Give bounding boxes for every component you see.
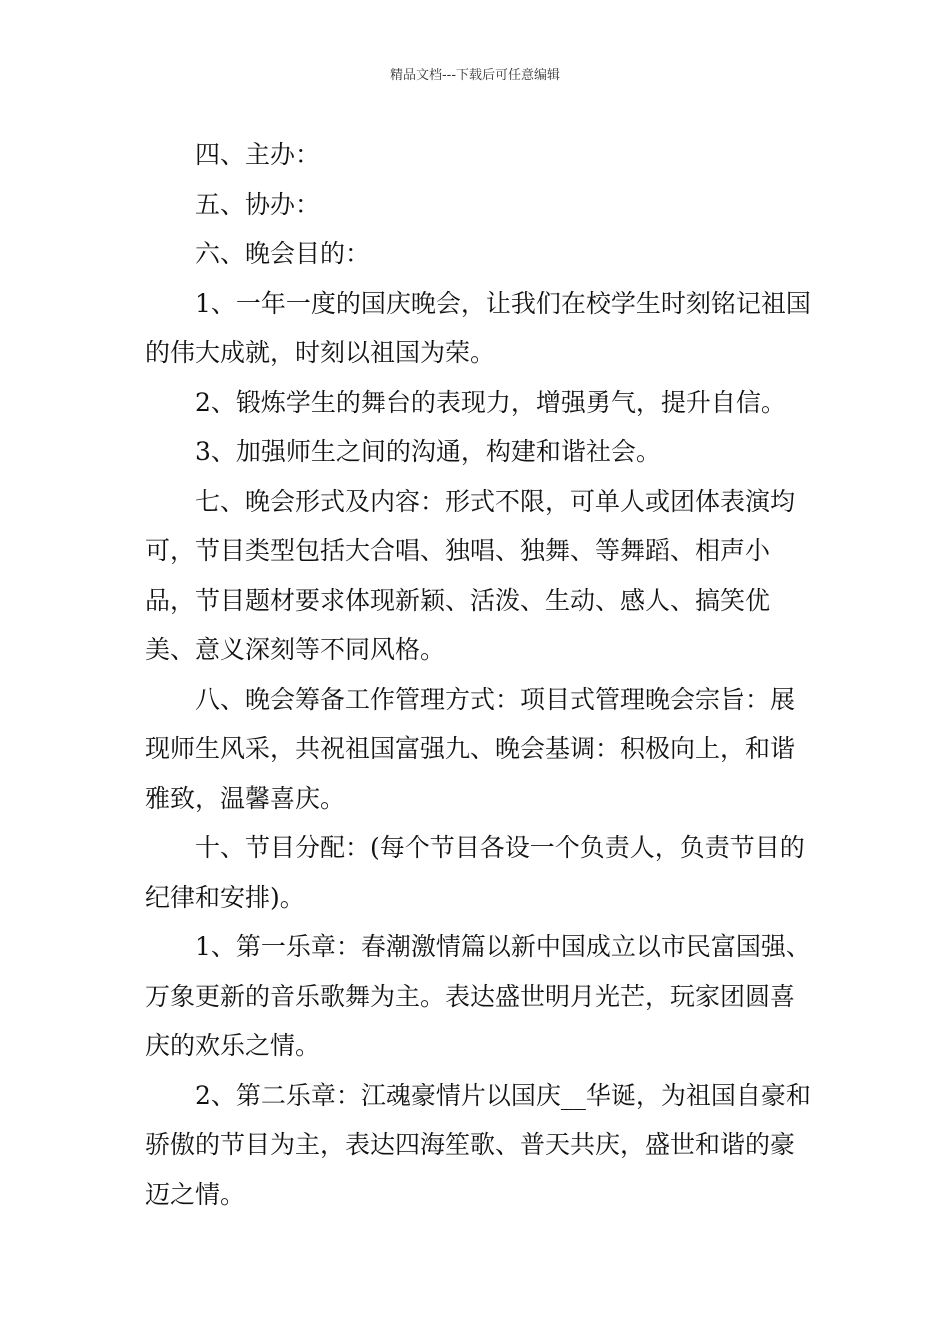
paragraph-purpose-1: 1、一年一度的国庆晚会，让我们在校学生时刻铭记祖国的伟大成就，时刻以祖国为荣。 [145, 288, 811, 367]
document-body [145, 130, 815, 1219]
paragraph-management: 八、晚会筹备工作管理方式：项目式管理晚会宗旨：展现师生风采，共祝祖国富强九、晚会基调：积极向上，和谐雅致，温馨喜庆。 [145, 684, 796, 813]
paragraph-movement-2: 2、第二乐章：江魂豪情片以国庆__华诞，为祖国自豪和骄傲的节目为主，表达四海笙歌、普天共庆，盛世和谐的豪迈之情。 [145, 1080, 811, 1209]
paragraph-purpose-heading: 六、晚会目的： [195, 239, 371, 268]
paragraph-co-host: 五、协办： [195, 189, 321, 219]
paragraph-program-allocation: 十、节目分配：(每个节目各设一个负责人，负责节目的纪律和安排)。 [145, 833, 805, 912]
paragraph-form-content: 七、晚会形式及内容：形式不限，可单人或团体表演均可，节目类型包括大合唱、独唱、独舞、等舞蹈、相声小品，节目题材要求体现新颖、活泼、生动、感人、搞笑优美、意义深刻等不同风格。 [145, 486, 796, 664]
paragraph-purpose-3: 3、加强师生之间的沟通，构建和谐社会。 [195, 437, 661, 466]
paragraph-movement-1: 1、第一乐章：春潮激情篇以新中国成立以市民富国强、万象更新的音乐歌舞为主。表达盛世明月光芒，玩家团圆喜庆的欢乐之情。 [145, 932, 811, 1060]
paragraph-purpose-2: 2、锻炼学生的舞台的表现力，增强勇气，提升自信。 [195, 387, 786, 417]
page-header: 精品文档---下载后可任意编辑 [389, 68, 561, 83]
paragraph-host: 四、主办： [195, 140, 321, 169]
